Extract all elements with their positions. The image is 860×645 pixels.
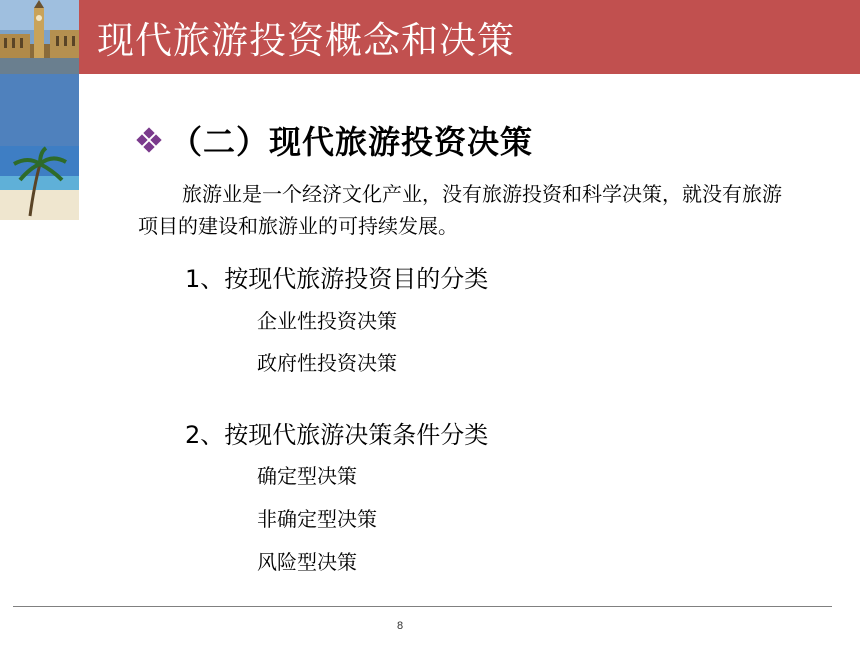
heading-text: （二）现代旅游投资决策	[170, 123, 534, 161]
blue-accent-block	[0, 74, 79, 146]
section-2-item: 非确定型决策	[257, 507, 377, 531]
footer-divider	[13, 606, 832, 607]
beach-photo	[0, 146, 79, 220]
section-2-item: 确定型决策	[257, 464, 357, 488]
section-heading	[138, 117, 533, 163]
section-1-item: 企业性投资决策	[257, 309, 397, 333]
title-bar	[79, 0, 860, 74]
section-1-title: 1、按现代旅游投资目的分类	[185, 265, 489, 293]
intro-paragraph: 旅游业是一个经济文化产业，没有旅游投资和科学决策，就没有旅游项目的建设和旅游业的可持续发展。	[138, 182, 782, 238]
section-2-item: 风险型决策	[257, 550, 357, 574]
london-photo	[0, 0, 79, 74]
section-2-title: 2、按现代旅游决策条件分类	[185, 421, 489, 449]
slide-title: 现代旅游投资概念和决策	[97, 19, 515, 62]
diamond-bullet-icon	[138, 129, 160, 151]
page-number: 8	[396, 620, 404, 632]
section-1-item: 政府性投资决策	[257, 351, 397, 375]
side-decoration	[0, 0, 79, 220]
